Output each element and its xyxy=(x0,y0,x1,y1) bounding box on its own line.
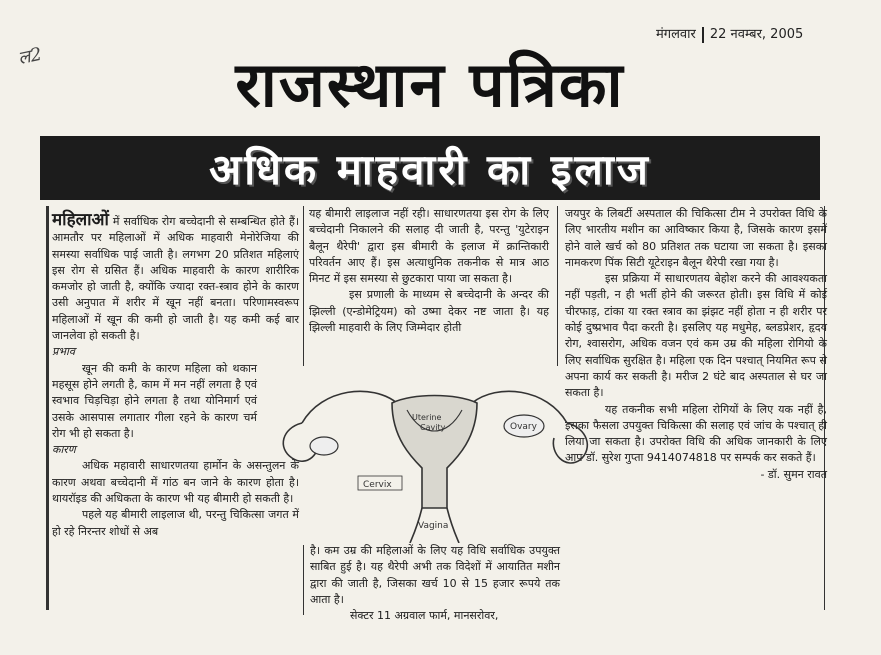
label-ovary: Ovary xyxy=(510,422,537,432)
uterus-anatomy-diagram xyxy=(262,368,607,543)
paragraph: जयपुर के लिबर्टी अस्पताल की चिकित्सा टीम ने उपरोक्त विधि के लिए भारतीय मशीन का आविष्कार किया है, जिसके कारण इसमें होने वाले खर्च को 80 प्रतिशत तक घटाया जा सकता है। इसका नामकरण पिंक सिटी यूटेराइन बैलून थैरेपी रखा गया है। xyxy=(565,207,827,269)
newspaper-masthead: राजस्थान पत्रिका xyxy=(235,48,625,121)
paragraph: महिलाओं में सर्वाधिक रोग बच्चेदानी से सम्बन्धित होते हैं। आमतौर पर महिलाओं में अधिक माहवारी मेनोरेजिया की समस्या सर्वाधिक पाई जाती है। लगभग 20 प्रतिशत महिलाएं इस रोग से ग्रसित हैं। अधिक माहवारी के कारण शारीरिक कमजोर हो जाती है, क्योंकि ज्यादा रक्त-स्त्राव होने के कारण उसी अनुपात में शरीर में खून नहीं बनता। परिणामस्वरूप महिलाओं में खून की कमी हो जाती है। यह कमी कई बार जानलेवा हो सकती है। xyxy=(52,210,299,343)
dateline-date: 22 नवम्बर, 2005 xyxy=(709,27,804,42)
article-column-2 xyxy=(309,206,549,336)
left-border-rule xyxy=(46,206,49,610)
dateline xyxy=(656,24,803,43)
paragraph: यह तकनीक सभी महिला रोगियों के लिए यक नहीं है, इसका फैसला उपयुक्त चिकित्सा की सलाह एवं जांच के पश्चात् ही लिया जा सकता है। उपरोक्त विधि की अधिक जानकारी के लिए आप डॉ. सुरेश गुप्ता 9414074818 पर सम्पर्क कर सकते हैं। xyxy=(565,402,827,465)
subheading-causes: कारण xyxy=(52,443,76,457)
paragraph: खून की कमी के कारण महिला को थकान महसूस होने लगती है, काम में मन नहीं लगता है एवं स्वभाव चिड़चिड़ा होने लगता है तथा योनिमार्ग एवं उसके आसपास लगातार गीला रहने के कारण चर्म रोग भी हो सकता है। xyxy=(52,361,257,440)
left-fallopian-tube xyxy=(302,391,397,423)
subheading-effects: प्रभाव xyxy=(52,345,75,359)
author-byline: - डॉ. सुमन रावत xyxy=(760,467,827,481)
headline-banner xyxy=(40,136,820,200)
left-ovary xyxy=(310,437,338,455)
paragraph: अधिक महावारी साधारणतया हार्मोन के असन्तुलन के कारण अथवा बच्चेदानी में गांठ बन जाने के कारण होता है। थायरॉइड की अधिकता के कारण भी यह बीमारी हो सकती है। xyxy=(52,459,299,506)
dateline-separator xyxy=(702,27,704,43)
right-fimbriae xyxy=(553,423,587,463)
paragraph: यह बीमारी लाइलाज नहीं रही। साधारणतया इस रोग के लिए बच्चेदानी निकालने की सलाह दी जाती है, परन्तु 'युटेराइन बैलून थैरेपी' द्वारा इस बीमारी के इलाज में क्रान्तिकारी परिवर्तन आए हैं। इस अत्याधुनिक तकनीक से मात्र आठ मिनट में इस समस्या से छुटकारा पाया जा सकता है। xyxy=(309,207,549,286)
paragraph: है। कम उम्र की महिलाओं के लिए यह विधि सर्वाधिक उपयुक्त साबित हुई है। यह थैरेपी अभी तक विदेशों में आयातित मशीन द्वारा की जाती है, जिसका खर्च 10 से 15 हजार रूपये तक आता है। xyxy=(310,544,560,606)
label-cervix: Cervix xyxy=(363,480,392,490)
paragraph: इस प्रणाली के माध्यम से बच्चेदानी के अन्दर की झिल्ली (एन्डोमेट्रियम) को उष्मा देकर नष्ट जाता है। यह झिल्ली माहवारी के लिए जिम्मेदार होती xyxy=(309,288,549,335)
paragraph: इस प्रक्रिया में साधारणतय बेहोश करने की आवश्यकता नहीं पड़ती, न ही भर्ती होने की जरूरत होती। इस विधि में कोई चीरफाड़, टांका या रक्त स्त्राव का झंझट नहीं होता न ही शरीर पर कोई दुष्प्रभाव पैदा करती है। इसलिए यह मधुमेह, ब्लडप्रेशर, हृदय रोग, श्वासरोग, अधिक वजन एवं कम उम्र की महिला रोगियो के लिए सर्वाधिक सुरक्षित है। महिला एक दिन पश्चात् नियमित रूप से अपना कार्य कर सकती है। मरीज 2 घंटे बाद अस्पताल से घर जा सकता है। xyxy=(565,272,827,400)
paragraph: पहले यह बीमारी लाइलाज थी, परन्तु चिकित्सा जगत में हो रहे निरन्तर शोधों से अब xyxy=(52,508,299,538)
column-rule-1b xyxy=(303,545,304,615)
handwritten-note: ल2 xyxy=(16,43,44,70)
label-uterine: Uterine xyxy=(412,413,442,422)
label-cavity: Cavity xyxy=(420,423,446,432)
paragraph: सेक्टर 11 अग्रवाल फार्म, मानसरोवर, xyxy=(350,609,499,623)
article-column-2-bottom xyxy=(310,543,560,624)
label-vagina: Vagina xyxy=(418,521,449,531)
dateline-day: मंगलवार xyxy=(656,27,696,42)
headline: अधिक माहवारी का इलाज xyxy=(209,144,651,194)
lead-word: महिलाओं xyxy=(52,210,109,230)
column-rule-1 xyxy=(303,206,304,366)
column-rule-2 xyxy=(557,206,558,366)
